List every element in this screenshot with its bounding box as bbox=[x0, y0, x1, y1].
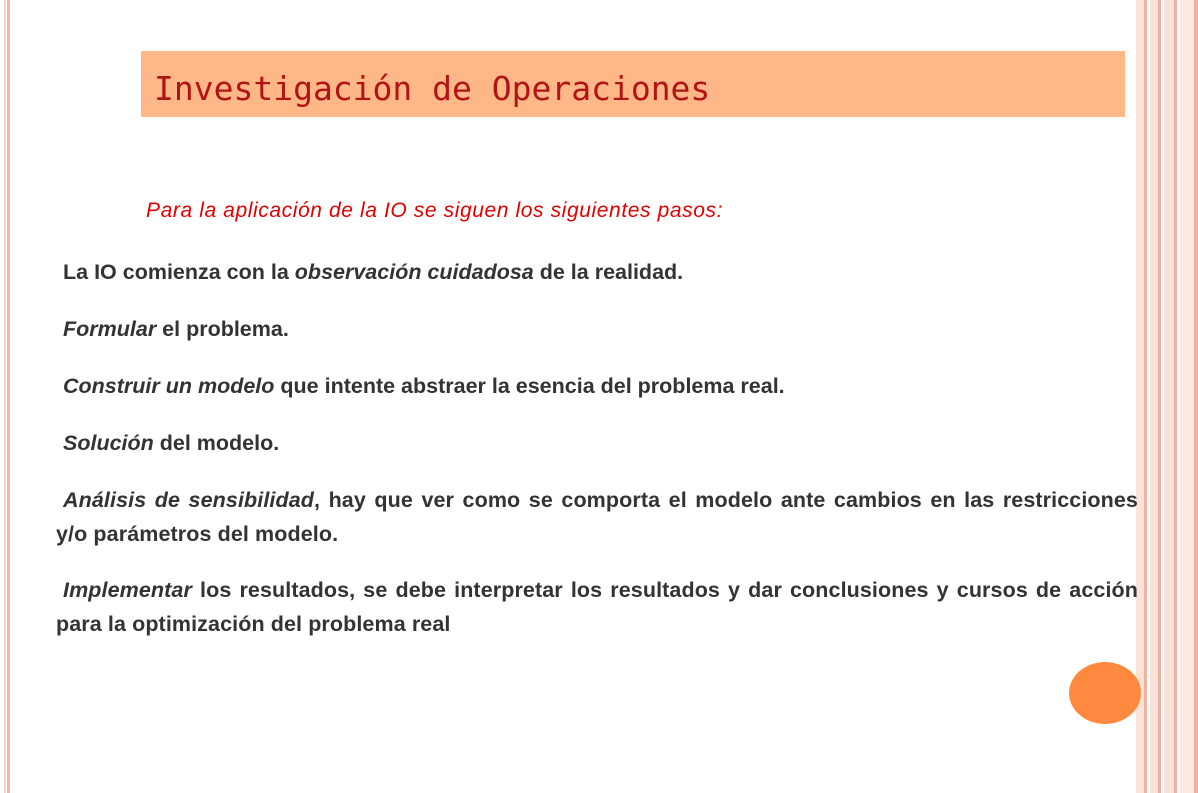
step-item bbox=[56, 426, 1138, 460]
title-bar bbox=[141, 51, 1125, 117]
right-stripe bbox=[1158, 0, 1161, 793]
step-item bbox=[56, 369, 1138, 403]
step-prefix: La IO comienza con la bbox=[63, 260, 295, 284]
step-suffix: del modelo. bbox=[153, 431, 280, 455]
step-emphasis: Construir un modelo bbox=[63, 374, 275, 398]
right-stripe bbox=[1144, 0, 1147, 793]
right-stripe bbox=[1194, 0, 1198, 793]
left-border-decoration bbox=[0, 0, 10, 793]
step-item bbox=[56, 573, 1138, 641]
right-stripe bbox=[1180, 0, 1194, 793]
step-item bbox=[56, 312, 1138, 346]
step-suffix: el problema. bbox=[156, 317, 289, 341]
decorative-orange-circle bbox=[1069, 662, 1141, 724]
slide-title: Investigación de Operaciones bbox=[154, 69, 711, 108]
step-item bbox=[56, 483, 1138, 551]
left-border-inner-line bbox=[4, 0, 6, 793]
right-stripes-decoration bbox=[1136, 0, 1198, 793]
steps-list bbox=[56, 255, 1138, 663]
right-stripe bbox=[1164, 0, 1174, 793]
step-suffix: los resultados, se debe interpretar los resultados y dar conclusiones y cursos de acción para la optimización del problema real bbox=[56, 578, 1138, 636]
step-emphasis: Formular bbox=[63, 317, 157, 341]
step-emphasis: Solución bbox=[63, 431, 154, 455]
step-emphasis: observación cuidadosa bbox=[294, 260, 534, 284]
step-suffix: que intente abstraer la esencia del problema real. bbox=[274, 374, 785, 398]
step-emphasis: Implementar bbox=[63, 578, 192, 602]
slide-subtitle: Para la aplicación de la IO se siguen los siguientes pasos: bbox=[146, 199, 724, 222]
right-stripe bbox=[1174, 0, 1177, 793]
step-item bbox=[56, 255, 1138, 289]
step-emphasis: Análisis de sensibilidad bbox=[63, 488, 314, 512]
step-suffix: , hay que ver como se comporta el modelo ante cambios en las restricciones y/o parámetros del modelo. bbox=[56, 488, 1138, 546]
right-stripe bbox=[1150, 0, 1158, 793]
step-suffix: de la realidad. bbox=[533, 260, 684, 284]
